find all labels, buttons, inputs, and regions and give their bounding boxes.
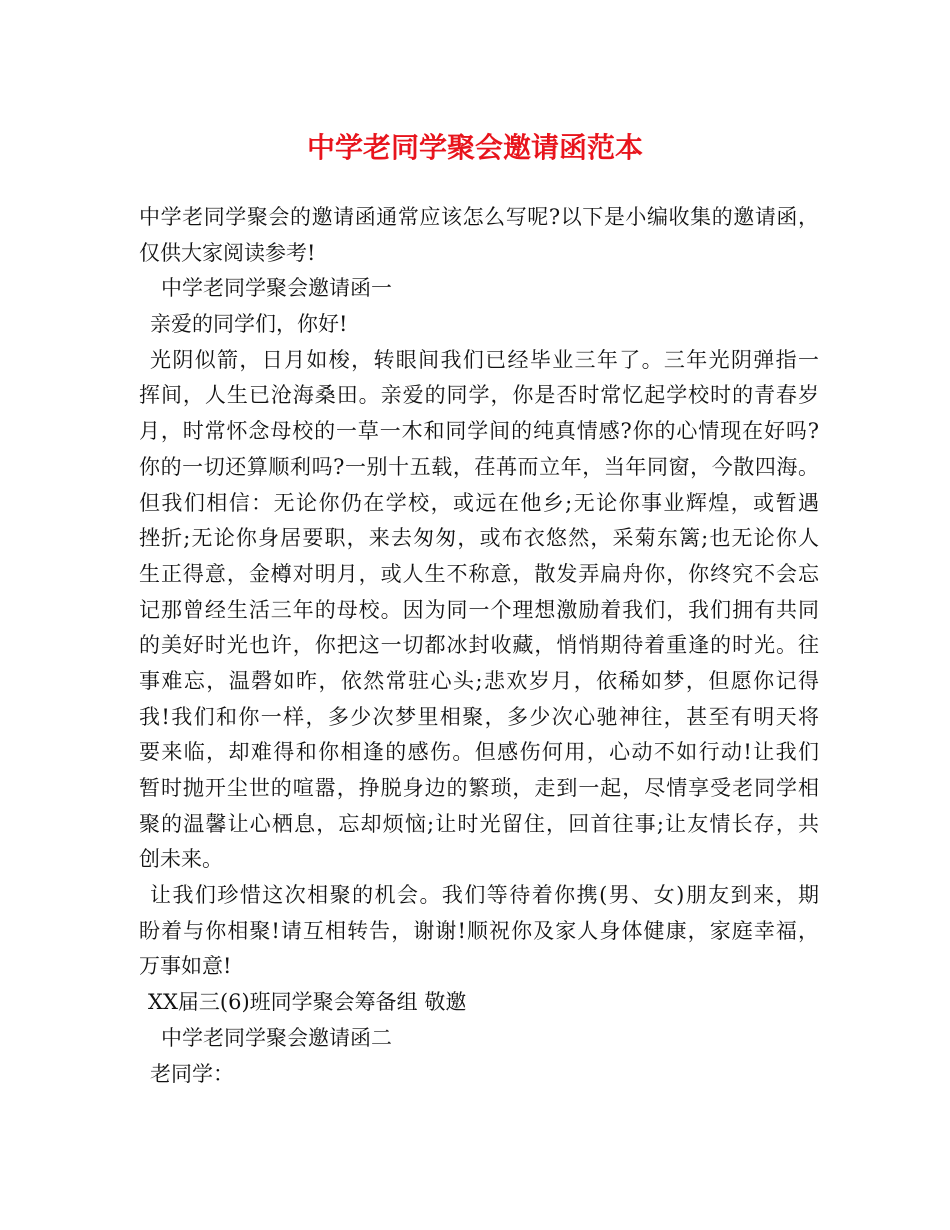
document-title: 中学老同学聚会邀请函范本 [306,131,643,164]
paragraph-line: 的美好时光也许，你把这一切都冰封收藏，悄悄期待着重逢的时光。往 [139,633,819,658]
document-body [139,200,819,1092]
paragraph-line: 你的一切还算顺利吗?一别十五载，荏苒而立年，当年同窗，今散四海。 [139,454,819,479]
paragraph-line: 盼着与你相聚!请互相转告，谢谢!顺祝你及家人身体健康，家庭幸福， [139,918,819,943]
paragraph-line: 挥间，人生已沧海桑田。亲爱的同学，你是否时常忆起学校时的青春岁 [139,383,819,408]
salutation: 亲爱的同学们，你好! [150,312,348,337]
paragraph-line: 但我们相信：无论你仍在学校，或远在他乡;无论你事业辉煌，或暂遇 [139,490,819,515]
paragraph-line: 要来临，却难得和你相逢的感伤。但感伤何用，心动不如行动!让我们 [139,740,819,765]
paragraph-line: 光阴似箭，日月如梭，转眼间我们已经毕业三年了。三年光阴弹指一 [150,347,819,372]
paragraph-line: 生正得意，金樽对明月，或人生不称意，散发弄扁舟你，你终究不会忘 [139,561,819,586]
paragraph-line: 记那曾经生活三年的母校。因为同一个理想激励着我们，我们拥有共同 [139,597,819,622]
paragraph-line: 让我们珍惜这次相聚的机会。我们等待着你携(男、女)朋友到来，期 [150,883,819,908]
paragraph-line: 聚的温馨让心栖息，忘却烦恼;让时光留住，回首往事;让友情长存，共 [139,811,819,836]
section-heading: 中学老同学聚会邀请函二 [161,1025,392,1050]
signature-line: XX届三(6)班同学聚会筹备组 敬邀 [148,990,467,1015]
paragraph-line: 暂时抛开尘世的喧嚣，挣脱身边的繁琐，走到一起，尽情享受老同学相 [139,776,819,800]
intro-line: 中学老同学聚会的邀请函通常应该怎么写呢?以下是小编收集的邀请函， [139,205,819,229]
intro-line: 仅供大家阅读参考! [139,240,316,265]
salutation: 老同学： [150,1061,234,1086]
section-heading: 中学老同学聚会邀请函一 [161,276,392,301]
paragraph-line: 我!我们和你一样，多少次梦里相聚，多少次心驰神往，甚至有明天将 [139,704,819,729]
paragraph-line: 月，时常怀念母校的一草一木和同学间的纯真情感?你的心情现在好吗? [139,419,819,444]
paragraph-line: 事难忘，温磬如昨，依然常驻心头;悲欢岁月，依稀如梦，但愿你记得 [139,668,819,693]
paragraph-line: 万事如意! [139,954,232,979]
paragraph-line: 挫折;无论你身居要职，来去匆匆，或布衣悠然，采菊东篱;也无论你人 [139,526,819,551]
paragraph-line: 创未来。 [139,847,223,872]
